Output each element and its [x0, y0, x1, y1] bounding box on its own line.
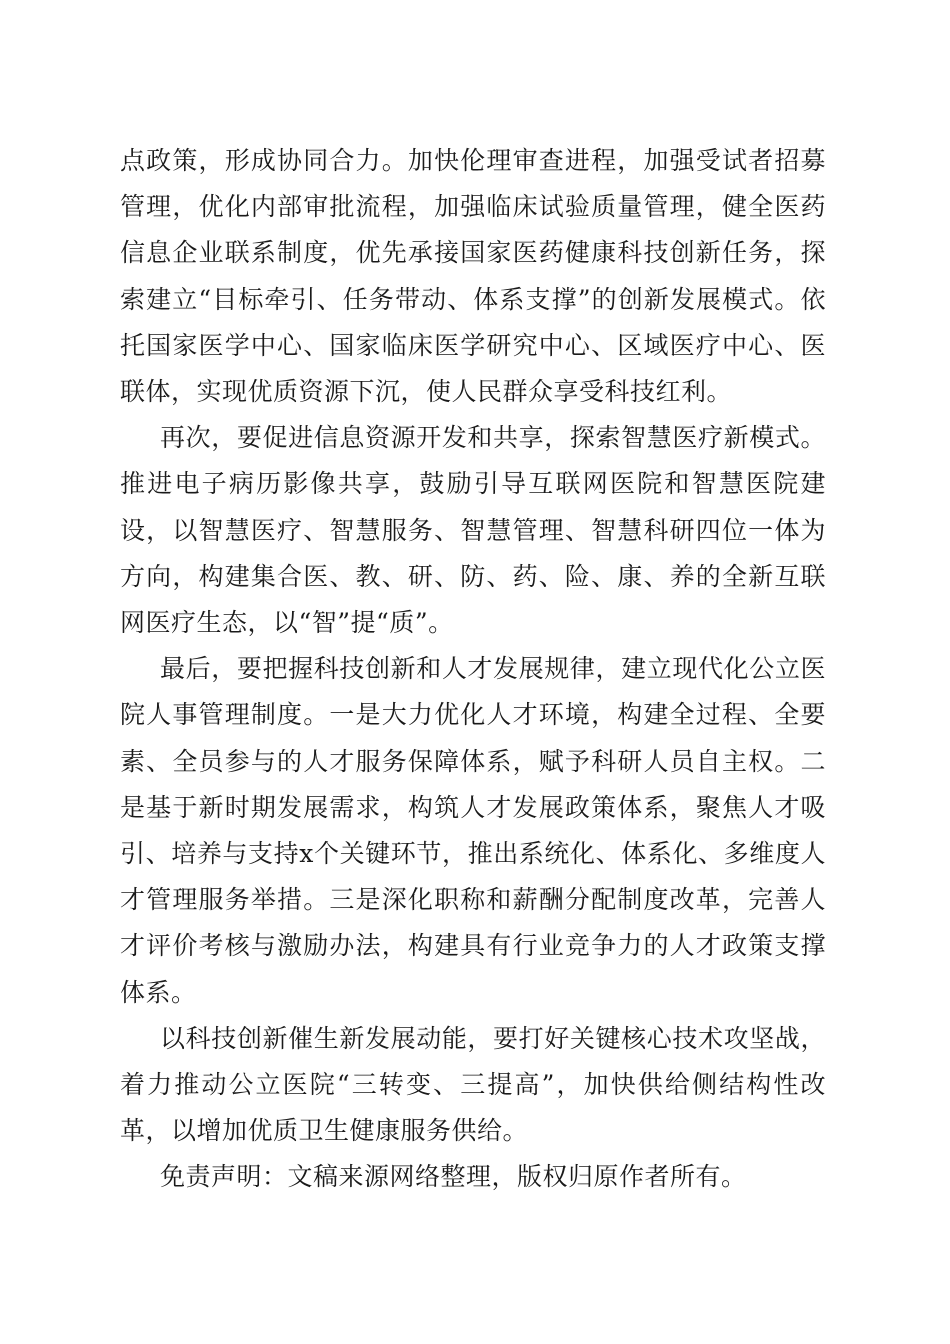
paragraph-talent-development: 最后，要把握科技创新和人才发展规律，建立现代化公立医院人事管理制度。一是大力优化人才环境，构建全过程、全要素、全员参与的人才服务保障体系，赋予科研人员自主权。二是基于新时期发展需求，构筑人才发展政策体系，聚焦人才吸引、培养与支持x个关键环节，推出系统化、体系化、多维度人才管理服务举措。三是深化职称和薪酬分配制度改革，完善人才评价考核与激励办法，构建具有行业竞争力的人才政策支撑体系。	[120, 654, 826, 1007]
paragraph-continued: 点政策，形成协同合力。加快伦理审查进程，加强受试者招募管理，优化内部审批流程，加强临床试验质量管理，健全医药信息企业联系制度，优先承接国家医药健康科技创新任务，探索建立“目标牵引、任务带动、体系支撑”的创新发展模式。依托国家医学中心、国家临床医学研究中心、区域医疗中心、医联体，实现优质资源下沉，使人民群众享受科技红利。	[120, 146, 826, 407]
paragraph-information-sharing: 再次，要促进信息资源开发和共享，探索智慧医疗新模式。推进电子病历影像共享，鼓励引导互联网医院和智慧医院建设，以智慧医疗、智慧服务、智慧管理、智慧科研四位一体为方向，构建集合医、教、研、防、药、险、康、养的全新互联网医疗生态，以“智”提“质”。	[120, 423, 826, 638]
paragraph-conclusion: 以科技创新催生新发展动能，要打好关键核心技术攻坚战，着力推动公立医院“三转变、三提高”，加快供给侧结构性改革，以增加优质卫生健康服务供给。	[120, 1023, 826, 1146]
disclaimer: 免责声明：文稿来源网络整理，版权归原作者所有。	[160, 1162, 747, 1192]
document-body	[120, 138, 826, 1201]
